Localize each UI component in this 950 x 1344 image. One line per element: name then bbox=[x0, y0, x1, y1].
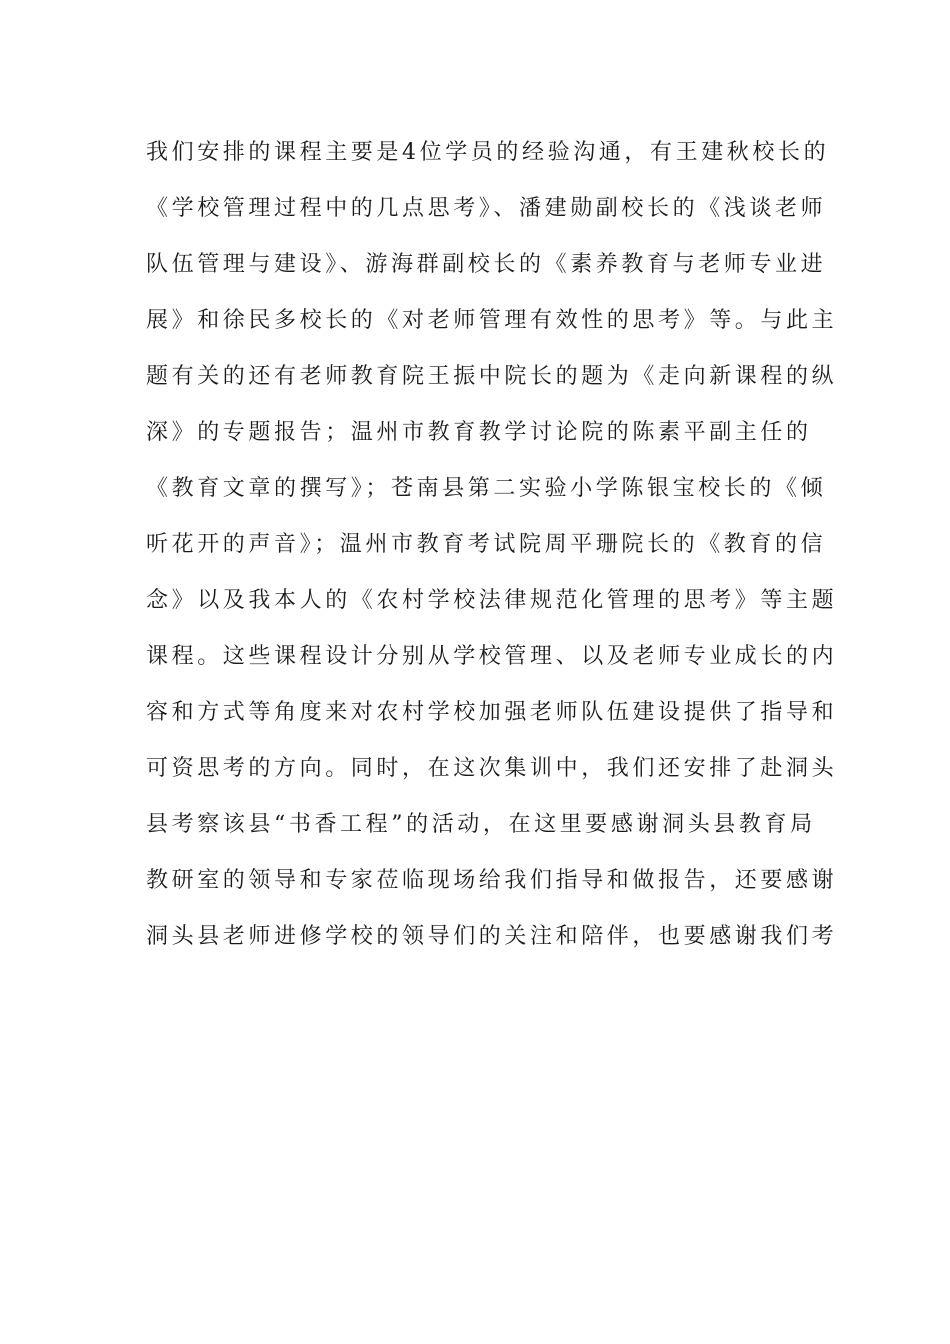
text-line-6: 深》的专题报告；温州市教育教学讨论院的陈素平副主任的 bbox=[146, 420, 812, 445]
text-line-1: 我们安排的课程主要是4位学员的经验沟通，有王建秋校长的 bbox=[146, 140, 830, 165]
text-line-3: 队伍管理与建设》、游海群副校长的《素养教育与老师专业进 bbox=[146, 252, 827, 277]
text-line-11: 容和方式等角度来对农村学校加强老师队伍建设提供了指导和 bbox=[146, 700, 838, 725]
text-line-2: 《学校管理过程中的几点思考》、潘建勋副校长的《浅谈老师 bbox=[146, 196, 827, 221]
text-line-13: 县考察该县“书香工程”的活动，在这里要感谢洞头县教育局 bbox=[146, 812, 816, 837]
body-paragraph bbox=[146, 128, 838, 968]
text-line-8: 听花开的声音》；温州市教育考试院周平珊院长的《教育的信 bbox=[146, 532, 827, 557]
text-line-7: 《教育文章的撰写》；苍南县第二实验小学陈银宝校长的《倾 bbox=[146, 476, 827, 501]
text-line-12: 可资思考的方向。同时，在这次集训中，我们还安排了赴洞头 bbox=[146, 756, 838, 781]
text-line-15: 洞头县老师进修学校的领导们的关注和陪伴，也要感谢我们考 bbox=[146, 924, 838, 949]
text-line-14: 教研室的领导和专家莅临现场给我们指导和做报告，还要感谢 bbox=[146, 868, 838, 893]
text-line-4: 展》和徐民多校长的《对老师管理有效性的思考》等。与此主 bbox=[146, 308, 838, 333]
text-line-9: 念》以及我本人的《农村学校法律规范化管理的思考》等主题 bbox=[146, 588, 838, 613]
text-line-5: 题有关的还有老师教育院王振中院长的题为《走向新课程的纵 bbox=[146, 364, 838, 389]
text-line-10: 课程。这些课程设计分别从学校管理、以及老师专业成长的内 bbox=[146, 644, 838, 669]
